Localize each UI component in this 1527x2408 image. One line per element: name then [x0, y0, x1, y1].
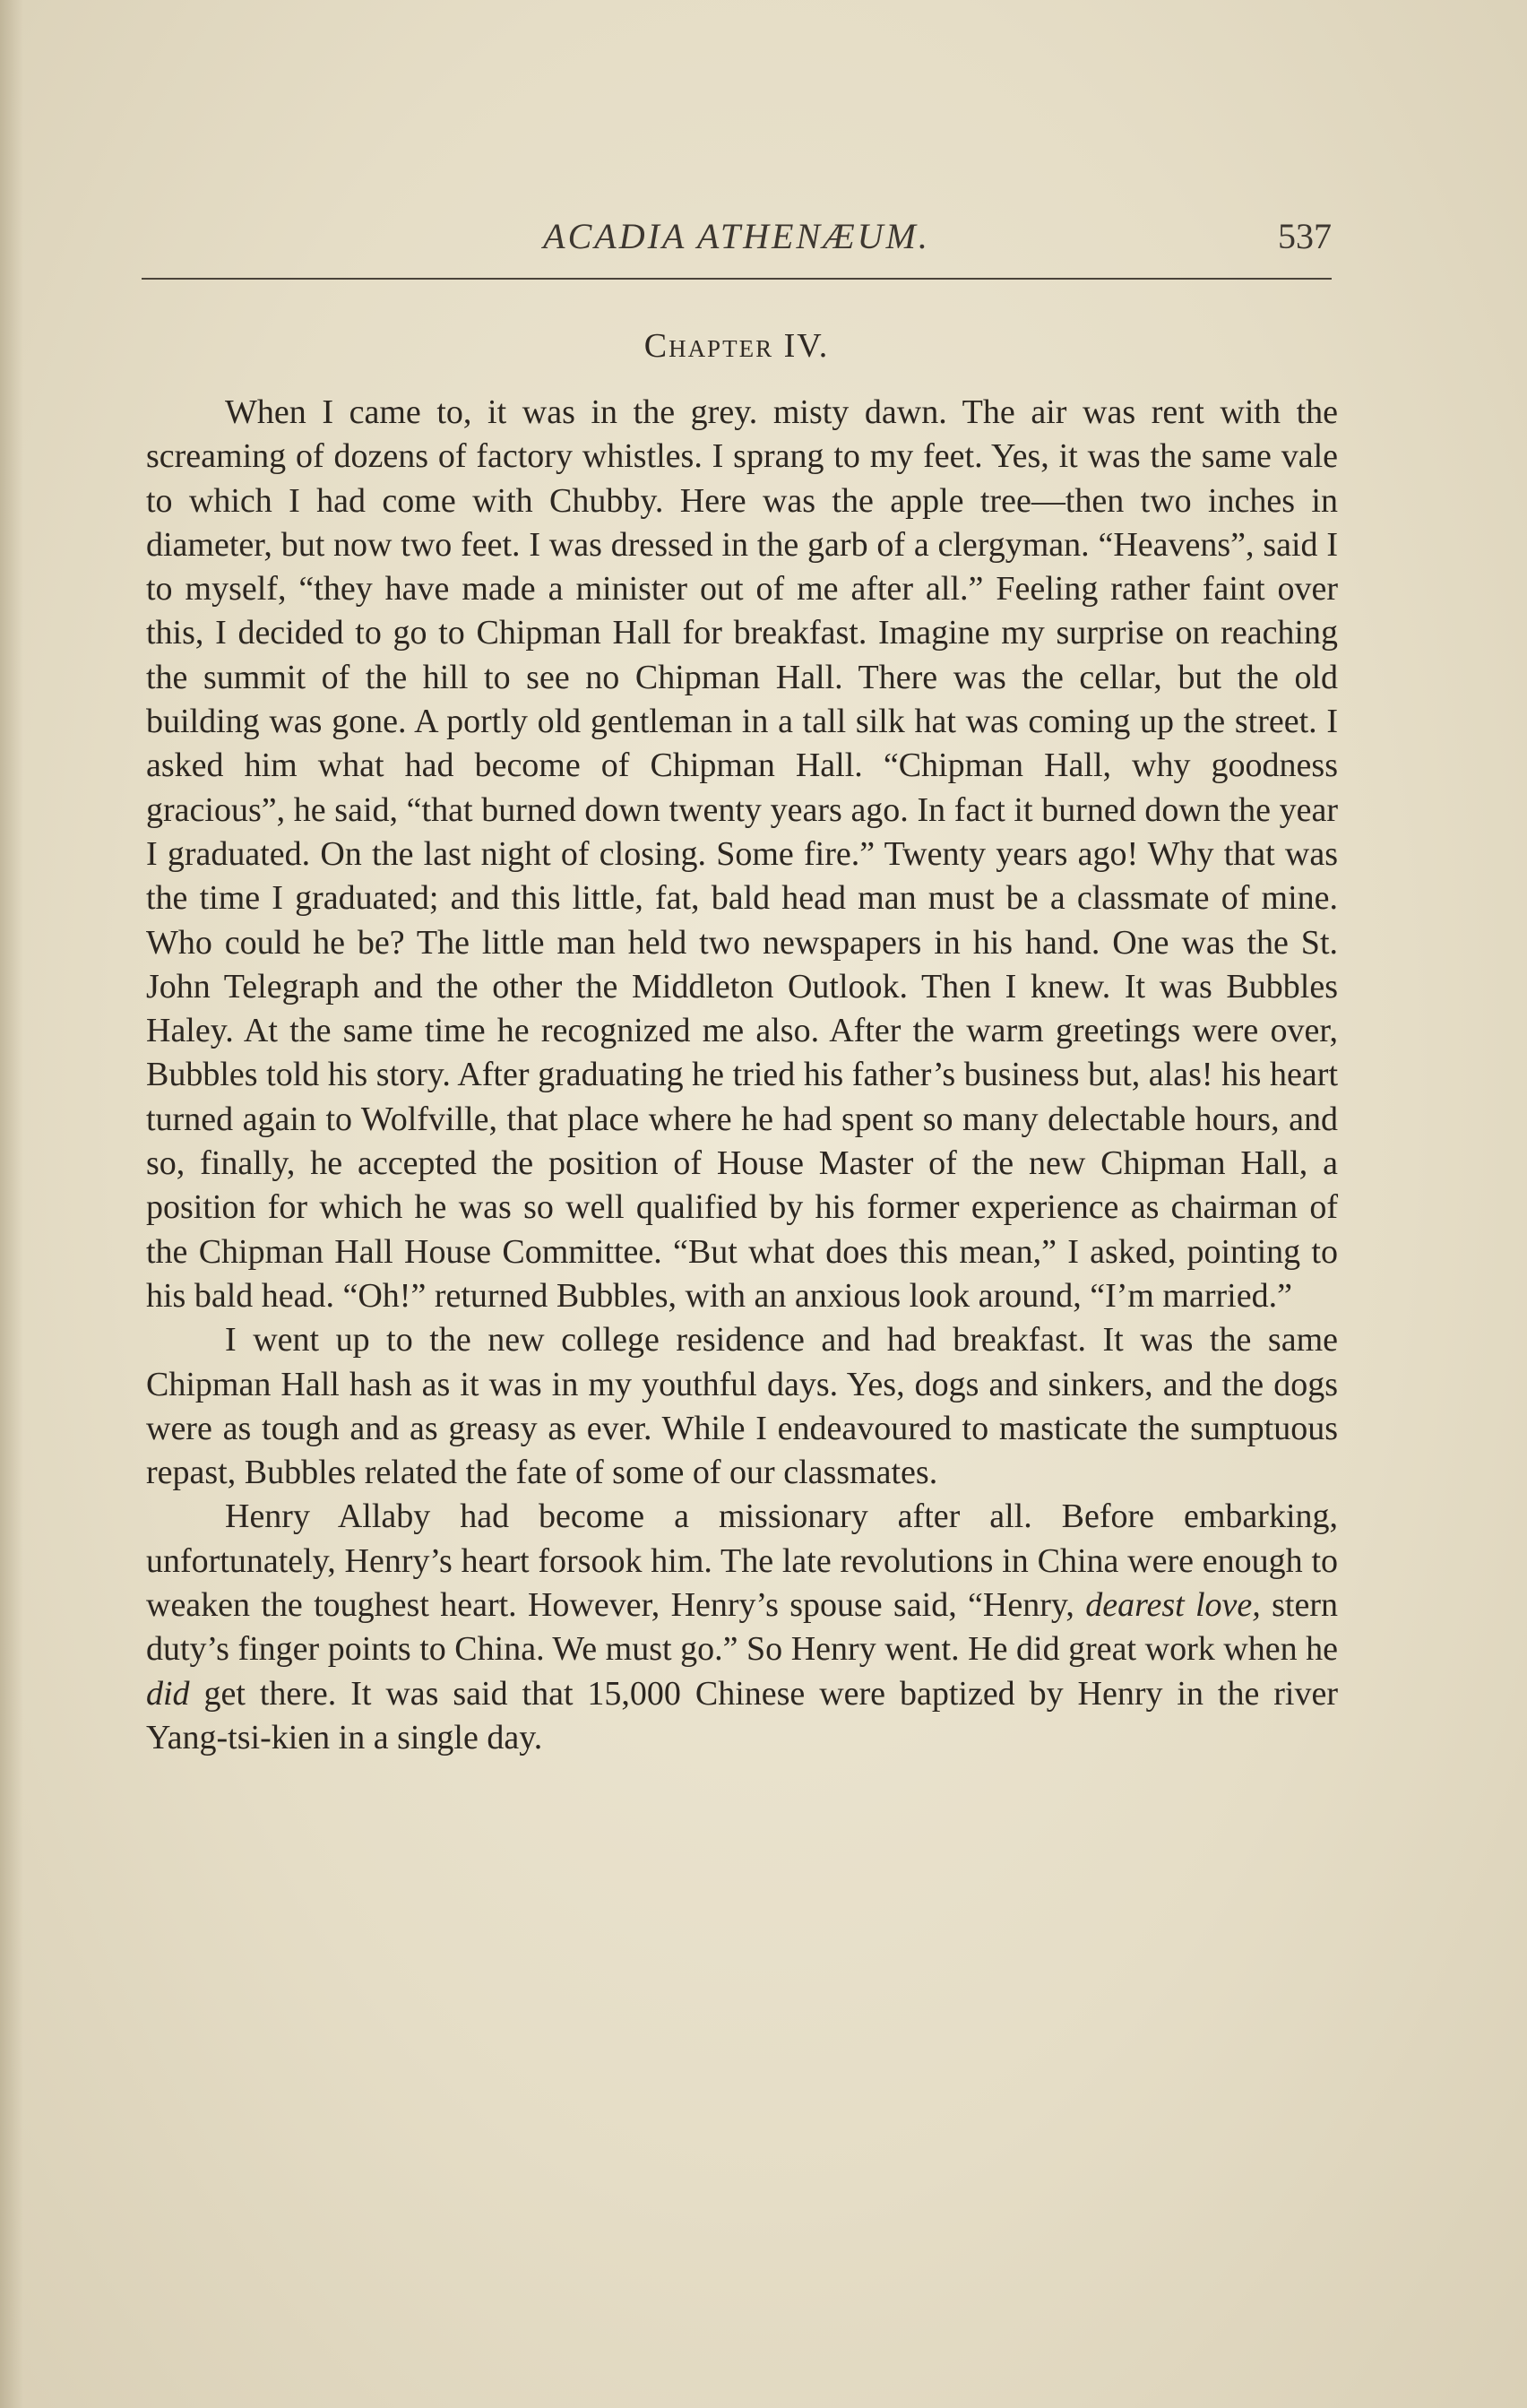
paragraph-3-italic-b: did [146, 1674, 190, 1713]
paragraph-3-text-a: Henry Allaby had become a missionary after all. Before embarking, unfortunately, Henry’s heart forsook him. The late revolutions in China were enough to weaken the toughest heart. However, Henry’s spouse said, “Henry, [146, 1497, 1338, 1625]
running-title: ACADIA ATHENÆUM. [543, 216, 930, 256]
page-number: 537 [1278, 216, 1332, 256]
paragraph-3-italic-a: dearest love, [1085, 1586, 1261, 1625]
paragraph-2: I went up to the new college residence and had breakfast. It was the same Chipman Hall hash as it was in my youthful days. Yes, dogs and sinkers, and the dogs were as tough and as greasy as ever. While I endeavoured to masticate the sumptuous repast, Bubbles related the fate of some of our classmates. [146, 1321, 1338, 1492]
paragraph-3-text-c: get there. It was said that 15,000 Chinese were baptized by Henry in the river Yang-tsi-kien in a single day. [146, 1674, 1338, 1756]
running-header [142, 215, 1332, 278]
page-edge-shadow [0, 0, 23, 2408]
paragraph-3-text-b: stern duty’s finger points to China. We must go.” So Henry went. He did great work when he [146, 1586, 1338, 1669]
paragraph-1: When I came to, it was in the grey. misty dawn. The air was rent with the screaming of dozens of factory whistles. I sprang to my feet. Yes, it was the same vale to which I had come with Chubby. Here was the apple tree—then two inches in diameter, but now two feet. I was dressed in the garb of a clergyman. “Heavens”, said I to myself, “they have made a minister out of me after all.” Feeling rather faint over this, I decided to go to Chipman Hall for breakfast. Imagine my surprise on reaching the summit of the hill to see no Chipman Hall. There was the cellar, but the old building was gone. A portly old gentleman in a tall silk hat was coming up the street. I asked him what had become of Chipman Hall. “Chipman Hall, why goodness gracious”, he said, “that burned down twenty years ago. In fact it burned down the year I graduated. On the last night of closing. Some fire.” Twenty years ago! Why that was the time I graduated; and this little, fat, bald head man must be a classmate of mine. Who could he be? The little man held two newspapers in his hand. One was the St. John Telegraph and the other the Middleton Outlook. Then I knew. It was Bubbles Haley. At the same time he recognized me also. After the warm greetings were over, Bubbles told his story. After graduating he tried his father’s business but, alas! his heart turned again to Wolfville, that place where he had spent so many delectable hours, and so, finally, he accepted the position of House Master of the new Chipman Hall, a position for which he was so well qualified by his former experience as chairman of the Chipman Hall House Committee. “But what does this mean,” I asked, pointing to his bald head. “Oh!” returned Bubbles, with an anxious look around, “I’m married.” [146, 393, 1338, 1315]
paragraph-3 [146, 1495, 1338, 1760]
chapter-heading: Chapter IV. [643, 327, 830, 365]
body-text [146, 391, 1338, 1760]
header-rule [142, 278, 1332, 280]
